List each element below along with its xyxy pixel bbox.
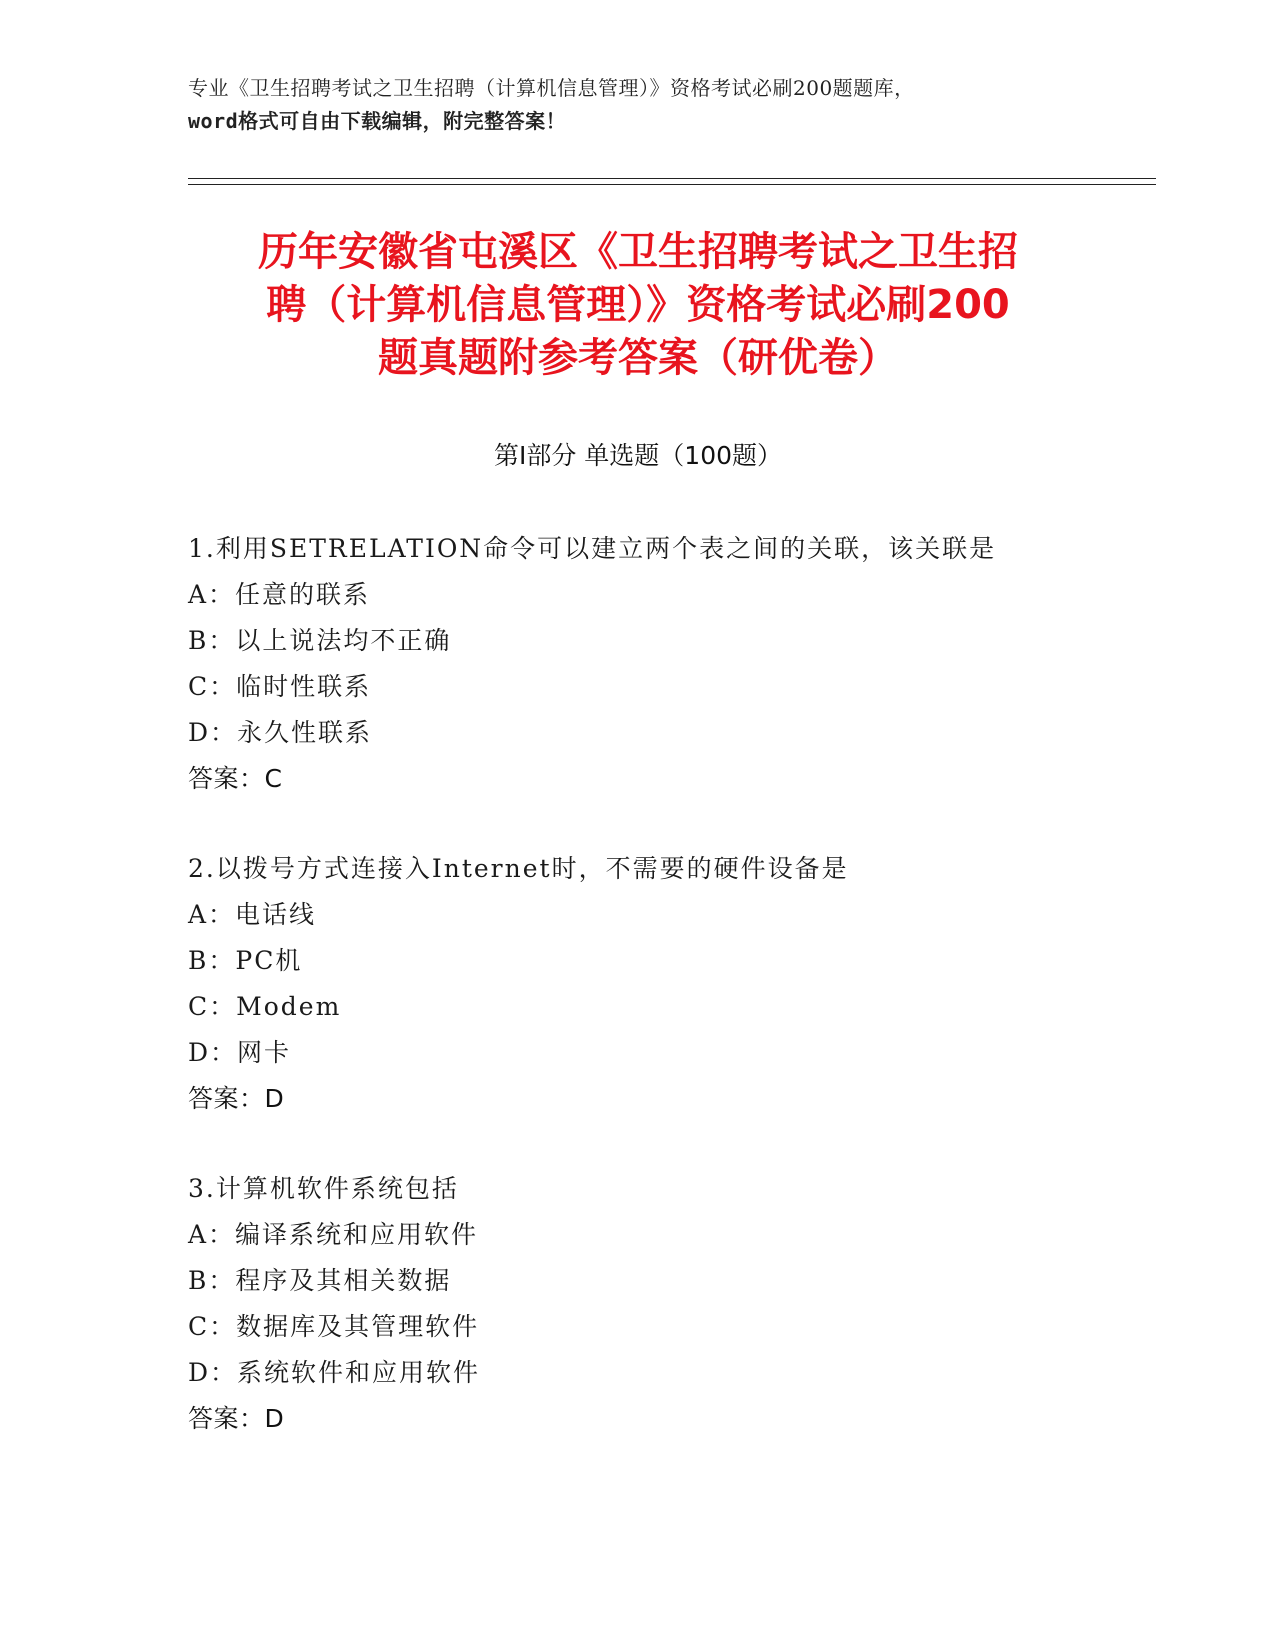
header-note-line-1: 专业《卫生招聘考试之卫生招聘（计算机信息管理）》资格考试必刷200题题库， (188, 76, 915, 100)
option-c: C：Modem (188, 992, 342, 1021)
document-title-line-1: 历年安徽省屯溪区《卫生招聘考试之卫生招 (258, 229, 1018, 275)
option-b: B：以上说法均不正确 (188, 626, 452, 655)
option-d: D：永久性联系 (188, 718, 373, 747)
option-c: C：数据库及其管理软件 (188, 1312, 480, 1341)
option-b: B：PC机 (188, 946, 303, 975)
header-note (188, 72, 1088, 138)
question-block (188, 1166, 1148, 1442)
option-a: A：电话线 (188, 900, 317, 929)
question-stem: 3.计算机软件系统包括 (188, 1174, 459, 1203)
header-divider-bottom (188, 184, 1156, 185)
header-note-line-2: word格式可自由下载编辑，附完整答案！ (188, 109, 567, 133)
question-stem: 1.利用SETRELATION命令可以建立两个表之间的关联，该关联是 (188, 534, 997, 563)
answer-line: 答案：D (188, 1404, 285, 1433)
section-heading: 第Ⅰ部分 单选题（100题） (493, 441, 783, 470)
option-c: C：临时性联系 (188, 672, 372, 701)
answer-line: 答案：D (188, 1084, 285, 1113)
answer-line: 答案：C (188, 764, 283, 793)
question-block (188, 846, 1148, 1122)
document-title-line-2: 聘（计算机信息管理）》资格考试必刷200 (266, 282, 1010, 328)
header-divider-top (188, 178, 1156, 179)
option-a: A：任意的联系 (188, 580, 371, 609)
question-block (188, 526, 1148, 802)
document-title (188, 226, 1088, 385)
document-title-line-3: 题真题附参考答案（研优卷） (378, 335, 898, 381)
option-d: D：网卡 (188, 1038, 292, 1067)
option-a: A：编译系统和应用软件 (188, 1220, 479, 1249)
option-d: D：系统软件和应用软件 (188, 1358, 481, 1387)
option-b: B：程序及其相关数据 (188, 1266, 452, 1295)
question-stem: 2.以拨号方式连接入Internet时，不需要的硬件设备是 (188, 854, 849, 883)
